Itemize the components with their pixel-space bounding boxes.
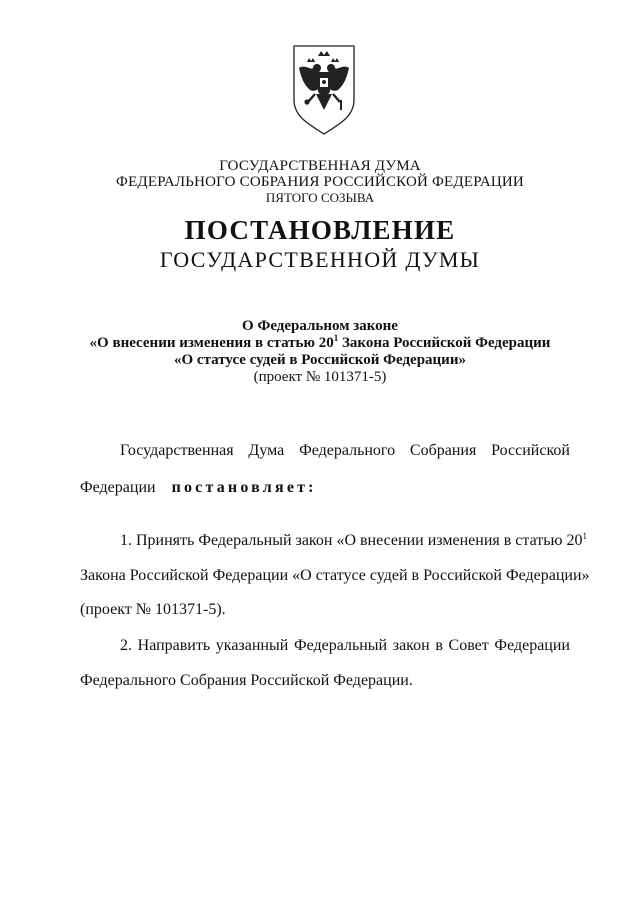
preamble-line-2: Федерации постановляет: bbox=[80, 479, 317, 496]
subject-line-4: (проект № 101371-5) bbox=[253, 369, 387, 385]
coat-of-arms-icon bbox=[288, 42, 360, 138]
item-1-line-2: Закона Российской Федерации «О статусе судей в Российской Федерации» bbox=[80, 567, 590, 584]
item-1-line-3: (проект № 101371-5). bbox=[80, 601, 226, 618]
subject-line-2: «О внесении изменения в статью $20^1$ Закона Российской Федерации bbox=[89, 333, 551, 351]
item-1-line-1: 1. Принять Федеральный закон «О внесении изменения в статью $20^1$ bbox=[120, 531, 588, 549]
subject-line-3: «О статусе судей в Российской Федерации» bbox=[174, 352, 466, 368]
header-line-convocation: ПЯТОГО СОЗЫВА bbox=[265, 190, 375, 205]
decree-subject bbox=[0, 318, 640, 386]
item-2-line-2: Федерального Собрания Российской Федерации. bbox=[80, 672, 413, 689]
document-title: ПОСТАНОВЛЕНИЕ bbox=[184, 215, 456, 245]
resolves-verb: постановляет: bbox=[171, 479, 317, 496]
parliament-header bbox=[0, 158, 640, 206]
document-subtitle: ГОСУДАРСТВЕННОЙ ДУМЫ bbox=[159, 247, 481, 272]
subject-line-1: О Федеральном законе bbox=[242, 318, 398, 334]
preamble-line-1: Государственная Дума Федерального Собрания Российской bbox=[120, 442, 570, 459]
item-2-line-1: 2. Направить указанный Федеральный закон в Совет Федерации bbox=[120, 637, 570, 654]
header-line-assembly: ФЕДЕРАЛЬНОГО СОБРАНИЯ РОССИЙСКОЙ ФЕДЕРАЦИИ bbox=[116, 174, 524, 190]
header-line-duma: ГОСУДАРСТВЕННАЯ ДУМА bbox=[219, 158, 421, 174]
